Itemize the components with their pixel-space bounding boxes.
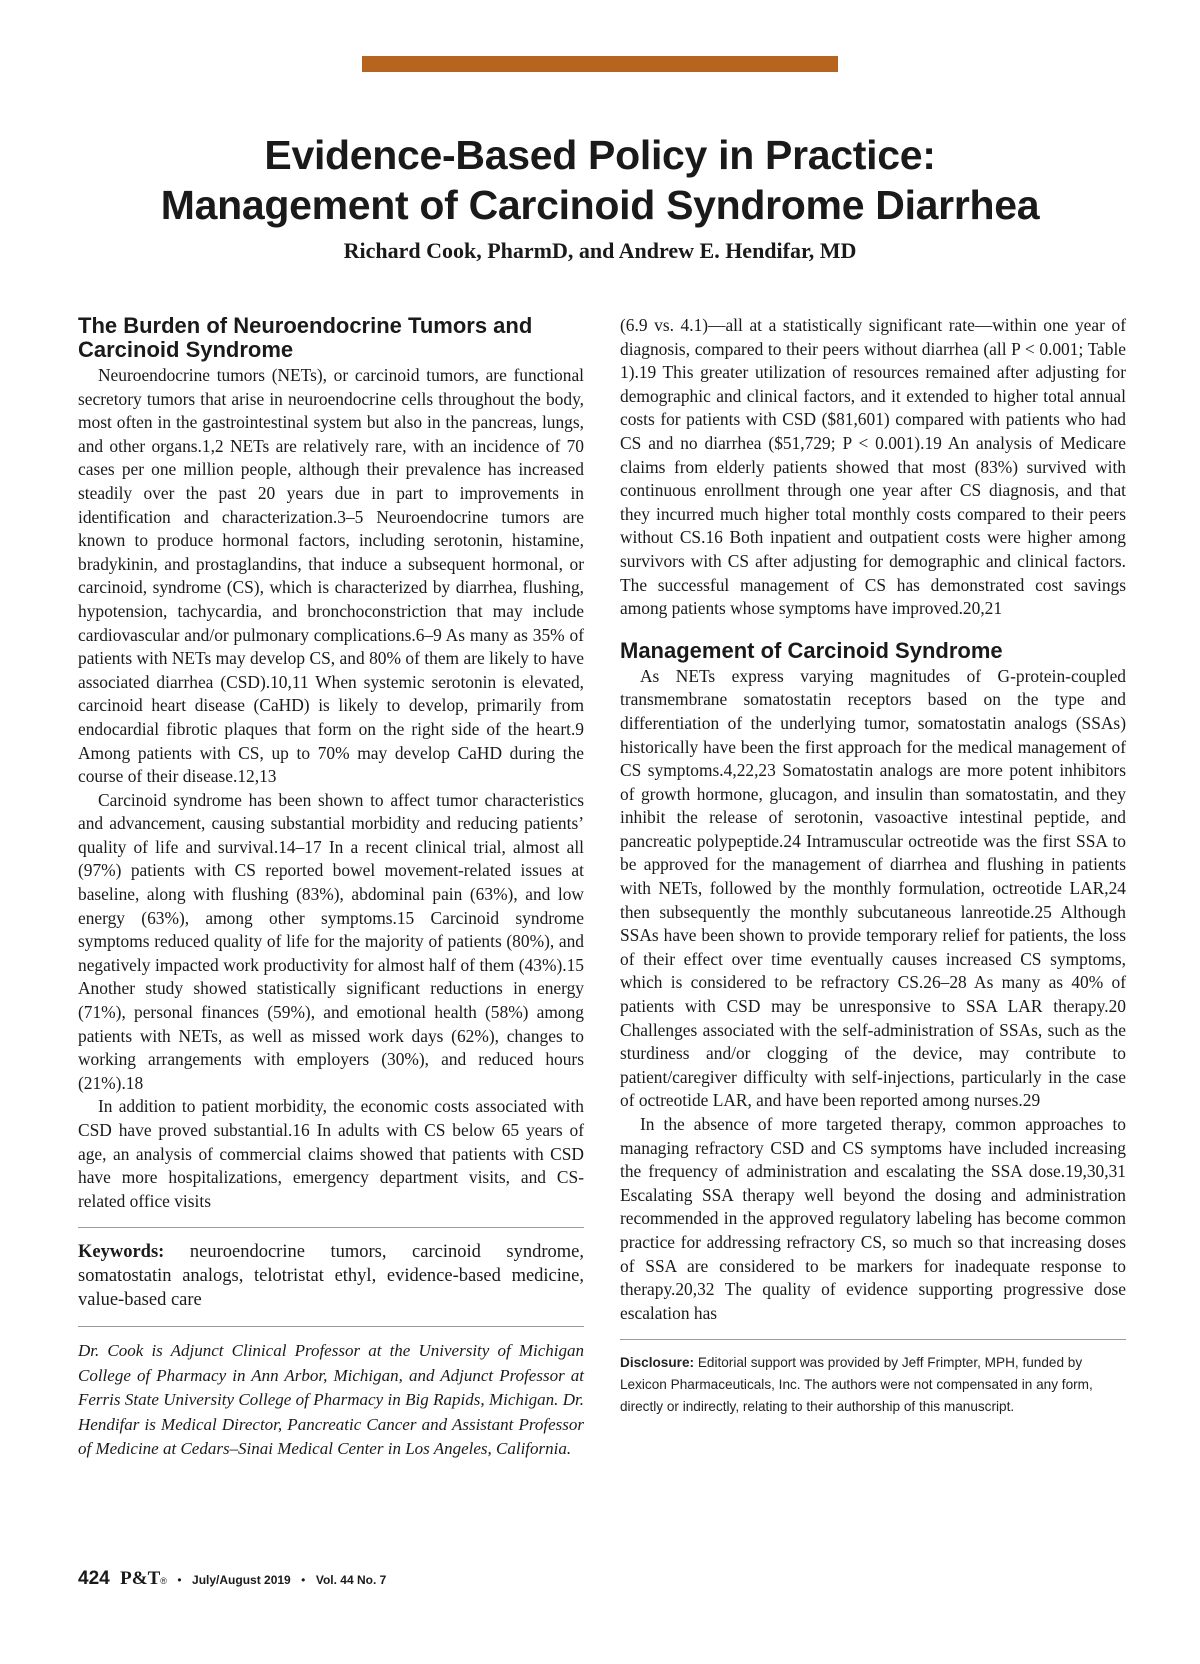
- section-heading-management: Management of Carcinoid Syndrome: [620, 637, 1003, 663]
- keywords-text: neuroendocrine tumors, carcinoid syndrome, somatostatin analogs, telotristat ethyl, evidence-based medicine, value-based care: [78, 1242, 584, 1311]
- author-bio: Dr. Cook is Adjunct Clinical Professor at the University of Michigan College of Pharmacy in Ann Arbor, Michigan, and Adjunct Professor at Ferris State University College of Pharmacy in Big Rapids, Michigan. Dr. Hendifar is Medical Director, Pancreatic Cancer and Assistant Professor of Medicine at Cedars–Sinai Medical Center in Los Angeles, California.: [78, 1341, 584, 1459]
- paragraph: Carcinoid syndrome has been shown to affect tumor characteristics and advancement, causing substantial morbidity and reducing patients’ quality of life and survival.14–17 In a recent clinical trial, almost all (97%) patients with CS reported bowel movement-related issues at baseline, along with flushing (83%), abdominal pain (63%), and low energy (63%), among other symptoms.15 Carcinoid syndrome symptoms reduced quality of life for the majority of patients (80%), and negatively impacted work productivity for almost half of them (43%).15 Another study showed statistically significant reductions in energy (71%), personal finances (59%), and emotional health (58%) among patients with NETs, as well as missed work days (62%), changes to working arrangements with employers (30%), and reduced hours (21%).18: [78, 789, 584, 1093]
- paragraph: In addition to patient morbidity, the economic costs associated with CSD have proved substantial.16 In adults with CS below 65 years of age, an analysis of commercial claims showed that patients with CSD have more hospitalizations, emergency department visits, and CS-related office visits: [78, 1096, 584, 1211]
- disclosure-label: Disclosure:: [620, 1355, 695, 1371]
- separator-dot: •: [177, 1573, 182, 1587]
- page-number: 424: [78, 1568, 110, 1589]
- section-heading-burden: The Burden of Neuroendocrine Tumors and Carcinoid Syndrome: [78, 313, 533, 362]
- paragraph: (6.9 vs. 4.1)—all at a statistically significant rate—within one year of diagnosis, compared to their peers without diarrhea (all P < 0.001; Table 1).19 This greater utilization of resources remained after adjusting for demographic and clinical factors, and it extended to higher total annual costs for patients with CSD ($81,601) compared with patients who had CS and no diarrhea ($51,729; P < 0.001).19 An analysis of Medicare claims from elderly patients showed that most (83%) survived with continuous enrollment through one year after CS diagnosis, and that they incurred much higher total monthly costs compared to their peers without CS.16 Both inpatient and outpatient costs were higher among survivors with CS after adjusting for demographic and clinical factors. The successful management of CS has demonstrated cost savings among patients whose symptoms have improved.20,21: [620, 315, 1126, 619]
- title-line-1: Evidence-Based Policy in Practice:: [264, 132, 936, 178]
- divider: [620, 1339, 1126, 1340]
- keywords: [78, 1240, 584, 1312]
- author-line: Richard Cook, PharmD, and Andrew E. Hendifar, MD: [343, 238, 857, 263]
- article-header: [60, 130, 1140, 264]
- paragraph: In the absence of more targeted therapy, common approaches to managing refractory CSD and CS symptoms have included increasing the frequency of administration and escalating the SSA dose.19,30,31 Escalating SSA therapy well beyond the dosing and administration recommended in the approved regulatory labeling has become common practice for addressing refractory CS, so much so that increasing doses of SSA are considered to be markers for inadequate response to therapy.20,32 The quality of evidence supporting progressive dose escalation has: [620, 1114, 1126, 1323]
- keywords-label: Keywords:: [78, 1242, 165, 1263]
- volume-number: Vol. 44 No. 7: [315, 1573, 387, 1587]
- article-title: [60, 130, 1140, 230]
- separator-dot: •: [301, 1573, 306, 1587]
- right-column: [620, 314, 1126, 1418]
- journal-name: P&T: [120, 1568, 161, 1589]
- page-footer: [78, 1568, 386, 1590]
- registered-mark: ®: [160, 1576, 167, 1586]
- divider: [78, 1227, 584, 1228]
- paragraph: As NETs express varying magnitudes of G-protein-coupled transmembrane somatostatin receptors based on the type and differentiation of the underlying tumor, somatostatin analogs (SSAs) historically have been the first approach for the medical management of CS symptoms.4,22,23 Somatostatin analogs are more potent inhibitors of growth hormone, glucagon, and insulin than somatostatin, and they inhibit the release of serotonin, vasoactive intestinal peptide, and pancreatic polypeptide.24 Intramuscular octreotide was the first SSA to be approved for the management of diarrhea and flushing in patients with NETs, followed by the monthly formulation, octreotide LAR,24 then subsequently the monthly subcutaneous lanreotide.25 Although SSAs have been shown to provide temporary relief for patients, the loss of their effect over time eventually causes increased CS symptoms, which is considered to be refractory CS.26–28 As many as 40% of patients with CSD may be unresponsive to SSA LAR therapy.20 Challenges associated with the self-administration of SSAs, such as the sturdiness and/or clogging of the device, may contribute to patient/caregiver difficulty with self-injections, particularly in the case of octreotide LAR, and have been reported among nurses.29: [620, 665, 1126, 1111]
- paragraph: Neuroendocrine tumors (NETs), or carcinoid tumors, are functional secretory tumors that arise in neuroendocrine cells throughout the body, most often in the gastrointestinal system but also in the pancreas, lungs, and other organs.1,2 NETs are relatively rare, with an incidence of 70 cases per one million people, although their prevalence has increased steadily over the past 20 years due in part to improvements in identification and characterization.3–5 Neuroendocrine tumors are known to produce hormonal factors, including serotonin, histamine, bradykinin, and prostaglandins, that induce a subsequent hormonal, or carcinoid, syndrome (CS), which is characterized by diarrhea, flushing, hypotension, tachycardia, and bronchoconstriction that may include cardiovascular and/or pulmonary complications.6–9 As many as 35% of patients with NETs may develop CS, and 80% of them are likely to have associated diarrhea (CSD).10,11 When systemic serotonin is elevated, carcinoid heart disease (CaHD) is likely to develop, primarily from endocardial fibrotic plaques that form on the right side of the heart.9 Among patients with CS, up to 70% may develop CaHD during the course of their disease.12,13: [78, 365, 584, 787]
- left-column: [78, 314, 584, 1462]
- accent-bar: [362, 56, 838, 72]
- title-line-2: Management of Carcinoid Syndrome Diarrhea: [160, 182, 1040, 228]
- disclosure-text: Editorial support was provided by Jeff Frimpter, MPH, funded by Lexicon Pharmaceuticals, Inc. The authors were not compensated in any form, directly or indirectly, relating to their authorship of this manuscript.: [620, 1355, 1093, 1415]
- issue-date: July/August 2019: [192, 1573, 291, 1587]
- disclosure: [620, 1352, 1126, 1418]
- divider: [78, 1326, 584, 1327]
